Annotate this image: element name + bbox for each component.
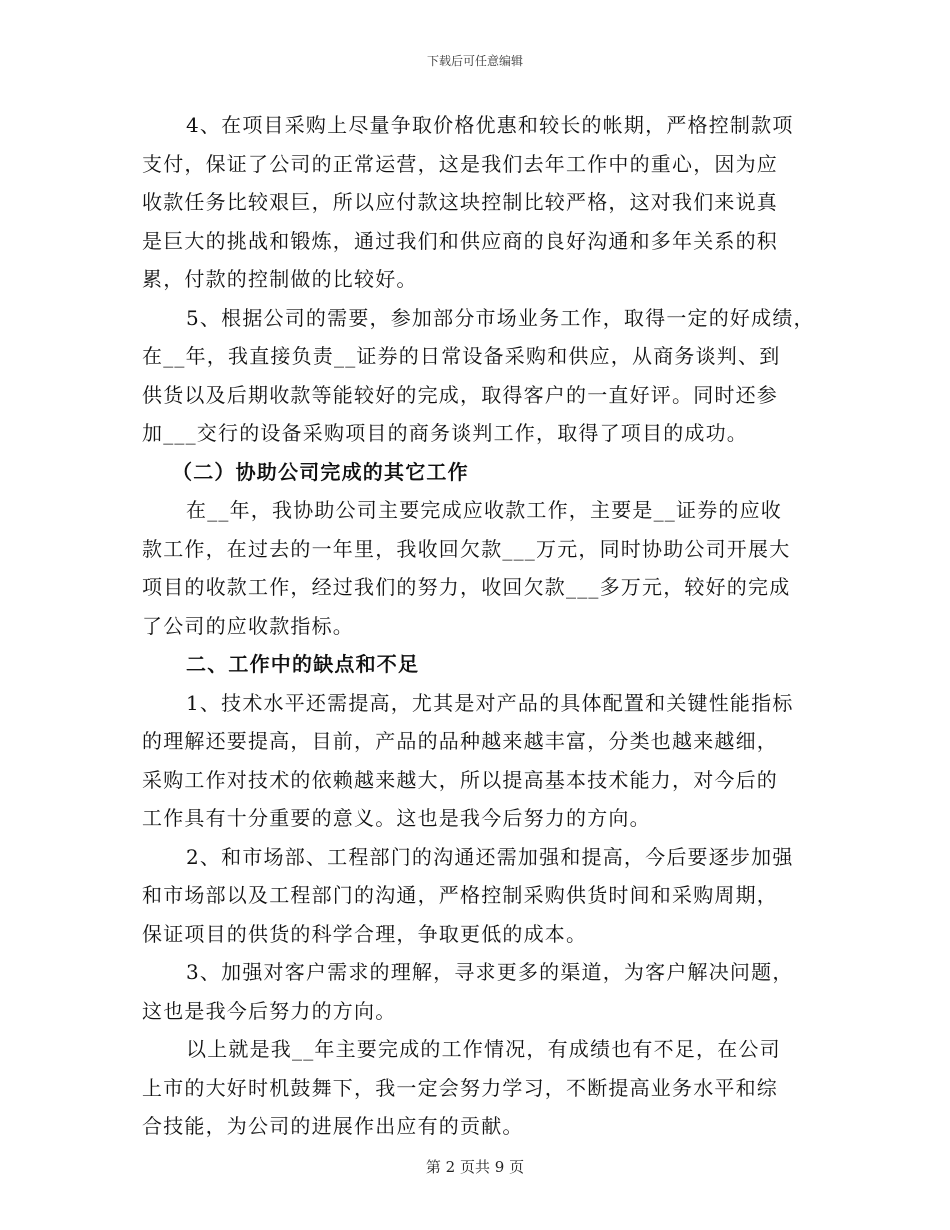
paragraph-line: 以上就是我__年主要完成的工作情况，有成绩也有不足，在公司: [186, 1037, 781, 1061]
paragraph-line: 这也是我今后努力的方向。: [142, 998, 397, 1023]
paragraph-line: 合技能，为公司的进展作出应有的贡献。: [142, 1114, 524, 1138]
section-heading: （二）协助公司完成的其它工作: [172, 459, 469, 484]
paragraph-line: 了公司的应收款指标。: [142, 613, 354, 638]
paragraph-line: 供货以及后期收款等能较好的完成，取得客户的一直好评。同时还参: [142, 382, 778, 407]
paragraph-line: 工作具有十分重要的意义。这也是我今后努力的方向。: [142, 806, 651, 830]
paragraph-line: 加___交行的设备采购项目的商务谈判工作，取得了项目的成功。: [142, 421, 748, 445]
paragraph-line: 4、在项目采购上尽量争取价格优惠和较长的帐期，严格控制款项: [186, 113, 794, 137]
paragraph-line: 1、技术水平还需提高，尤其是对产品的具体配置和关键性能指标: [186, 690, 794, 715]
paragraph-line: 5、根据公司的需要，参加部分市场业务工作，取得一定的好成绩，: [186, 305, 815, 330]
page-header: 下载后可任意编辑: [426, 54, 523, 68]
paragraph-line: 2、和市场部、工程部门的沟通还需加强和提高，今后要逐步加强: [186, 844, 794, 869]
document-body: [142, 106, 832, 1146]
paragraph-line: 项目的收款工作，经过我们的努力，收回欠款___多万元，较好的完成: [142, 575, 791, 599]
paragraph-line: 收款任务比较艰巨，所以应付款这块控制比较严格，这对我们来说真: [142, 190, 778, 214]
paragraph-line: 款工作，在过去的一年里，我收回欠款___万元，同时协助公司开展大: [142, 536, 791, 561]
paragraph-line: 支付，保证了公司的正常运营，这是我们去年工作中的重心，因为应: [142, 151, 778, 176]
paragraph-line: 在__年，我协助公司主要完成应收款工作，主要是__证券的应收: [186, 498, 782, 522]
paragraph-line: 累，付款的控制做的比较好。: [142, 267, 418, 291]
paragraph-line: 和市场部以及工程部门的沟通，严格控制采购供货时间和采购周期，: [142, 883, 778, 907]
paragraph-line: 在__年，我直接负责__证券的日常设备采购和供应，从商务谈判、到: [142, 344, 781, 368]
paragraph-line: 的理解还要提高，目前，产品的品种越来越丰富，分类也越来越细，: [142, 729, 778, 753]
section-heading: 二、工作中的缺点和不足: [186, 652, 420, 676]
paragraph-line: 上市的大好时机鼓舞下，我一定会努力学习，不断提高业务水平和综: [142, 1075, 778, 1100]
page-footer: 第 2 页共 9 页: [425, 1158, 525, 1176]
paragraph-line: 3、加强对客户需求的理解，寻求更多的渠道，为客户解决问题，: [186, 960, 794, 984]
paragraph-line: 是巨大的挑战和锻炼，通过我们和供应商的良好沟通和多年关系的积: [142, 228, 778, 253]
paragraph-line: 保证项目的供货的科学合理，争取更低的成本。: [142, 921, 588, 946]
paragraph-line: 采购工作对技术的依赖越来越大，所以提高基本技术能力，对今后的: [142, 767, 778, 792]
